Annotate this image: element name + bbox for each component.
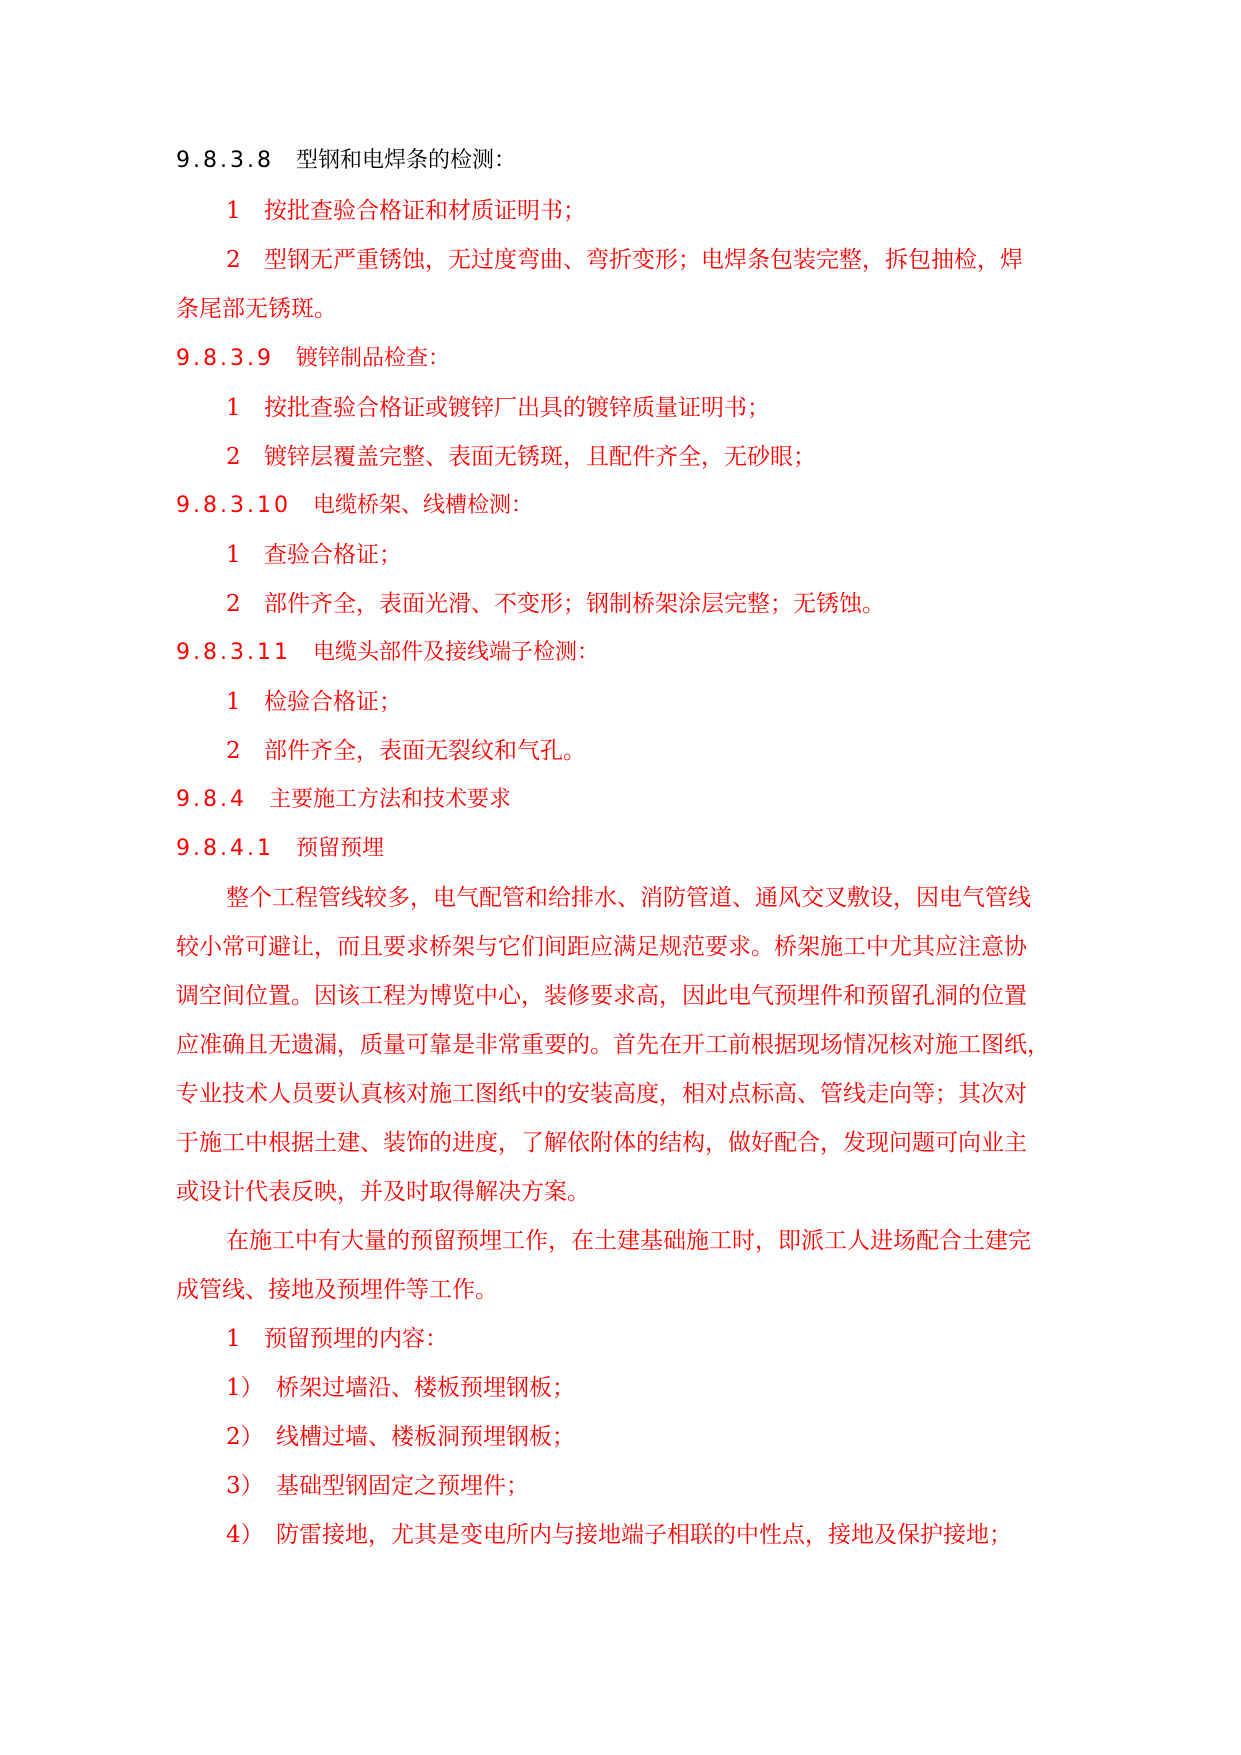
sub-list-item xyxy=(226,1520,1012,1550)
sub-list-item-number: 3） xyxy=(226,1473,264,1499)
section-title: 镀锌制品检查： xyxy=(295,346,450,371)
section-heading-9-8-3-8 xyxy=(176,146,516,176)
list-item xyxy=(226,687,402,717)
list-item-text: 查验合格证； xyxy=(264,542,402,568)
list-item-number: 2 xyxy=(226,738,241,764)
list-item-number: 1 xyxy=(226,689,241,715)
sub-list-item-text: 基础型钢固定之预埋件； xyxy=(276,1473,529,1499)
sub-list-item-number: 2） xyxy=(226,1424,264,1450)
sub-list-item-text: 防雷接地，尤其是变电所内与接地端子相联的中性点，接地及保护接地； xyxy=(276,1522,1012,1548)
list-item-text: 按批查验合格证和材质证明书； xyxy=(264,198,586,224)
sub-list-item xyxy=(226,1471,529,1501)
list-item xyxy=(226,540,402,570)
list-item-number: 2 xyxy=(226,591,241,617)
section-number: 9.8.3.9 xyxy=(176,346,274,371)
list-item-text: 型钢无严重锈蚀，无过度弯曲、弯折变形；电焊条包装完整，拆包抽检，焊 xyxy=(264,247,1023,273)
sub-list-item-text: 桥架过墙沿、楼板预埋钢板； xyxy=(276,1375,575,1401)
paragraph-line: 成管线、接地及预埋件等工作。 xyxy=(176,1277,498,1303)
section-number: 9.8.3.10 xyxy=(176,493,291,518)
list-item xyxy=(226,196,586,226)
list-item-text: 按批查验合格证或镀锌厂出具的镀锌质量证明书； xyxy=(264,395,770,421)
paragraph-line: 在施工中有大量的预留预埋工作，在土建基础施工时，即派工人进场配合土建完 xyxy=(226,1228,1031,1254)
section-heading-9-8-3-10 xyxy=(176,491,533,521)
section-number: 9.8.4 xyxy=(176,787,247,812)
list-item xyxy=(226,393,770,423)
section-heading-9-8-3-11 xyxy=(176,638,599,668)
list-item-number: 1 xyxy=(226,198,241,224)
section-number: 9.8.3.8 xyxy=(176,148,274,173)
list-item-number: 2 xyxy=(226,247,241,273)
paragraph-line: 应准确且无遗漏，质量可靠是非常重要的。首先在开工前根据现场情况核对施工图纸， xyxy=(176,1032,1050,1058)
section-title: 型钢和电焊条的检测： xyxy=(295,148,516,173)
sub-list-item-text: 线槽过墙、楼板洞预埋钢板； xyxy=(276,1424,575,1450)
paragraph-line: 调空间位置。因该工程为博览中心，装修要求高，因此电气预埋件和预留孔洞的位置 xyxy=(176,983,1027,1009)
list-item-number: 1 xyxy=(226,542,241,568)
section-title: 电缆桥架、线槽检测： xyxy=(312,493,533,518)
list-item-text: 部件齐全，表面光滑、不变形；钢制桥架涂层完整；无锈蚀。 xyxy=(264,591,885,617)
section-number: 9.8.4.1 xyxy=(176,836,274,861)
list-item-continuation: 条尾部无锈斑。 xyxy=(176,296,337,322)
list-item-number: 1 xyxy=(226,395,241,421)
paragraph-line: 整个工程管线较多，电气配管和给排水、消防管道、通风交叉敷设，因电气管线 xyxy=(226,885,1031,911)
section-title: 电缆头部件及接线端子检测： xyxy=(312,640,599,665)
list-item xyxy=(226,245,1023,275)
section-heading-9-8-4-1 xyxy=(176,834,384,864)
sub-list-item-number: 1） xyxy=(226,1375,264,1401)
list-item xyxy=(226,736,586,766)
paragraph-line: 专业技术人员要认真核对施工图纸中的安装高度，相对点标高、管线走向等；其次对 xyxy=(176,1081,1027,1107)
list-item-number: 2 xyxy=(226,444,241,470)
list-item-number: 1 xyxy=(226,1326,241,1352)
list-item-text: 部件齐全，表面无裂纹和气孔。 xyxy=(264,738,586,764)
section-heading-9-8-3-9 xyxy=(176,344,450,374)
paragraph-line: 或设计代表反映，并及时取得解决方案。 xyxy=(176,1179,590,1205)
section-title: 主要施工方法和技术要求 xyxy=(268,787,511,812)
section-heading-9-8-4 xyxy=(176,785,511,815)
list-item-text: 检验合格证； xyxy=(264,689,402,715)
paragraph-line: 较小常可避让，而且要求桥架与它们间距应满足规范要求。桥架施工中尤其应注意协 xyxy=(176,934,1027,960)
paragraph-line: 于施工中根据土建、装饰的进度，了解依附体的结构，做好配合，发现问题可向业主 xyxy=(176,1130,1027,1156)
list-item-text: 镀锌层覆盖完整、表面无锈斑，且配件齐全，无砂眼； xyxy=(264,444,816,470)
section-number: 9.8.3.11 xyxy=(176,640,291,665)
list-item-text: 预留预埋的内容： xyxy=(264,1326,448,1352)
section-title: 预留预埋 xyxy=(295,836,384,861)
sub-list-item-number: 4） xyxy=(226,1522,264,1548)
list-item xyxy=(226,589,885,619)
sub-list-item xyxy=(226,1373,575,1403)
sub-list-item xyxy=(226,1422,575,1452)
list-item xyxy=(226,442,816,472)
list-item xyxy=(226,1324,448,1354)
